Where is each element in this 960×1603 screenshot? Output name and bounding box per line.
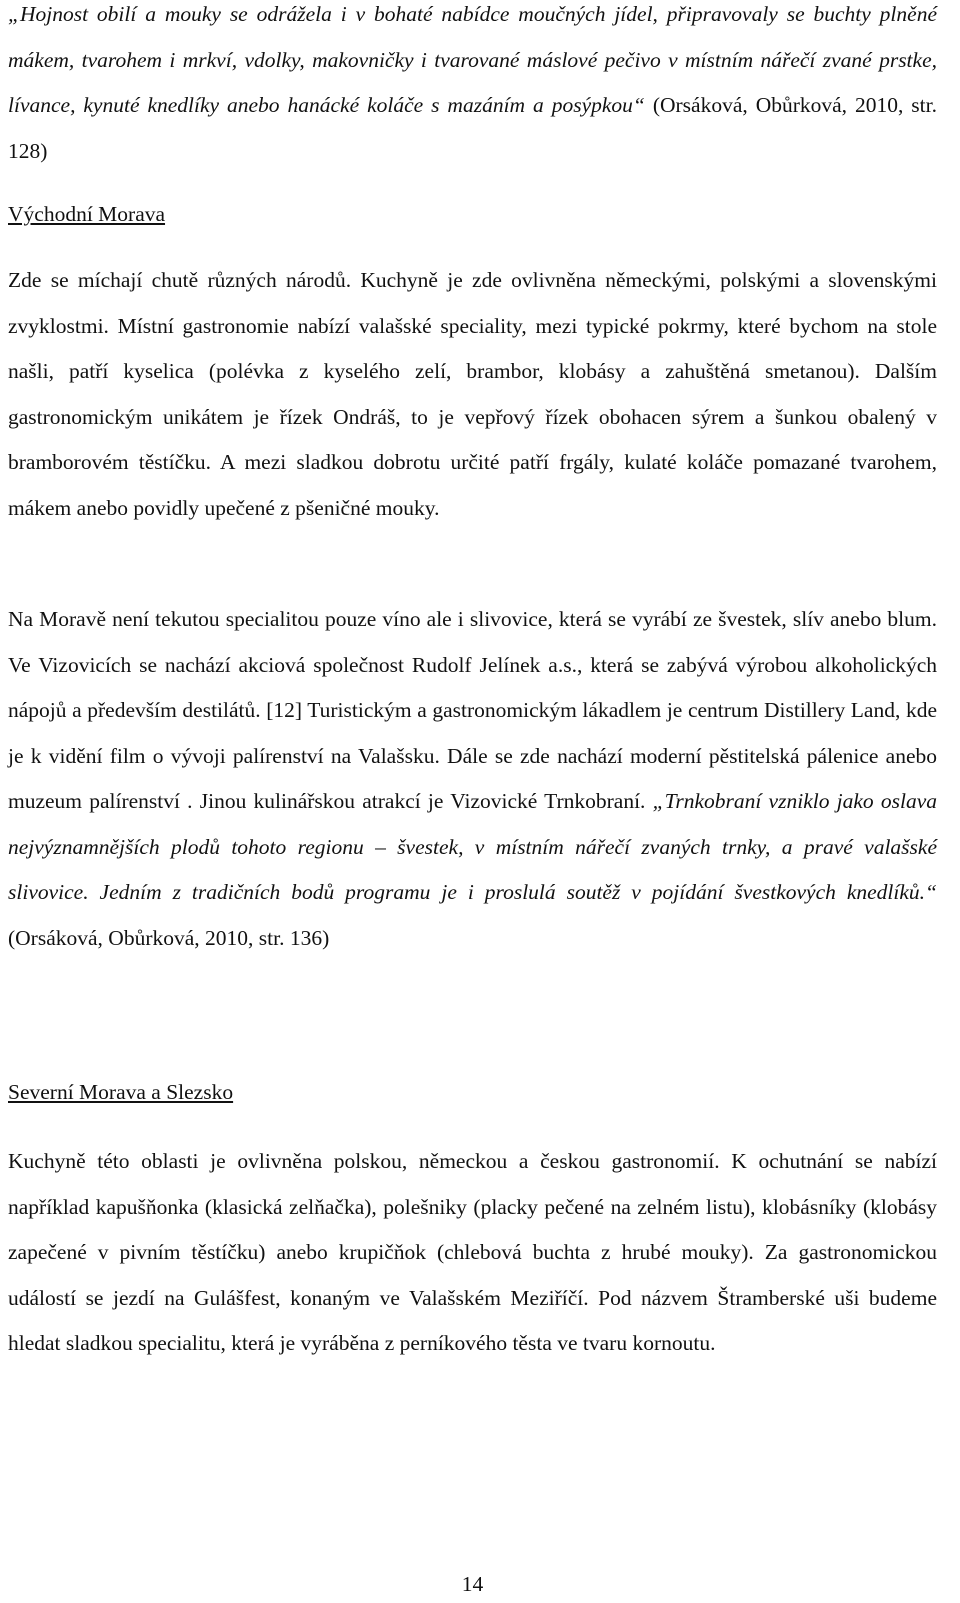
text-slivovice: Na Moravě není tekutou specialitou pouze víno ale i slivovice, která se vyrábí ze švestek, slív anebo blum. Ve Vizovicích se nachází akciová společnost Rudolf Jelínek a.s., která se zabývá výrobou alkoholických nápojů a především destilátů. [12] Turistickým a gastronomickým lákadlem je centrum Distillery Land, kde je k vidění film o vývoji palírenství na Valašsku. Dále se zde nachází moderní pěstitelská pálenice anebo muzeum palírenství . Jinou kulinářskou atrakcí je Vizovické Trnkobraní. — [8, 607, 937, 813]
quote-trnkobrani: „Trnkobraní vzniklo jako oslava nejvýznamnějších plodů tohoto regionu – švestek, v místním nářečí zvaných trnky, a pravé valašské slivovice. Jedním z tradičních bodů programu je i proslulá soutěž v pojídání švestkových knedlíků.“ — [8, 789, 937, 904]
quote-hana: „Hojnost obilí a mouky se odrážela i v bohaté nabídce moučných jídel, připravovaly se buchty plněné mákem, tvarohem i mrkví, vdolky, makovničky i tvarované máslové pečivo v místním nářečí zvané prstke, lívance, kynuté knedlíky anebo hanácké koláče s mazáním a posýpkou“ — [8, 2, 937, 117]
paragraph-north-moravia: Kuchyně této oblasti je ovlivněna polskou, německou a českou gastronomií. K ochutnání se nabízí například kapušňonka (klasická zelňačka), polešniky (placky pečené na zelném listu), klobásníky (klobásy zapečené v pivním těstíčku) anebo krupičňok (chlebová buchta z hrubé mouky). Za gastronomickou událostí se jezdí na Gulášfest, konaným ve Valašském Meziříčí. Pod názvem Štramberské uši budeme hledat sladkou specialitu, která je vyráběna z perníkového těsta ve tvaru kornoutu. — [8, 1149, 937, 1355]
citation-trnkobrani: (Orsáková, Obůrková, 2010, str. 136) — [8, 925, 330, 950]
page-number: 14 — [461, 1572, 484, 1596]
section-heading-north-moravia: Severní Morava a Slezsko — [8, 1080, 234, 1104]
citation-hana: (Orsáková, Obůrková, 2010, str. 128) — [8, 93, 937, 163]
paragraph-east-moravia: Zde se míchají chutě různých národů. Kuchyně je zde ovlivněna německými, polskými a slovenskými zvyklostmi. Místní gastronomie nabízí valašské speciality, mezi typické pokrmy, které bychom na stole našli, patří kyselica (polévka z kyselého zelí, brambor, klobásy a zahuštěná smetanou). Dalším gastronomickým unikátem je řízek Ondráš, to je vepřový řízek obohacen sýrem a šunkou obalený v bramborovém těstíčku. A mezi sladkou dobrotu určité patří frgály, kulaté koláče pomazané tvarohem, mákem anebo povidly upečené z pšeničné mouky. — [8, 268, 937, 520]
paragraph-slivovice — [8, 597, 937, 961]
paragraph-hana-quote — [8, 0, 937, 174]
section-heading-east-moravia: Východní Morava — [8, 202, 166, 226]
